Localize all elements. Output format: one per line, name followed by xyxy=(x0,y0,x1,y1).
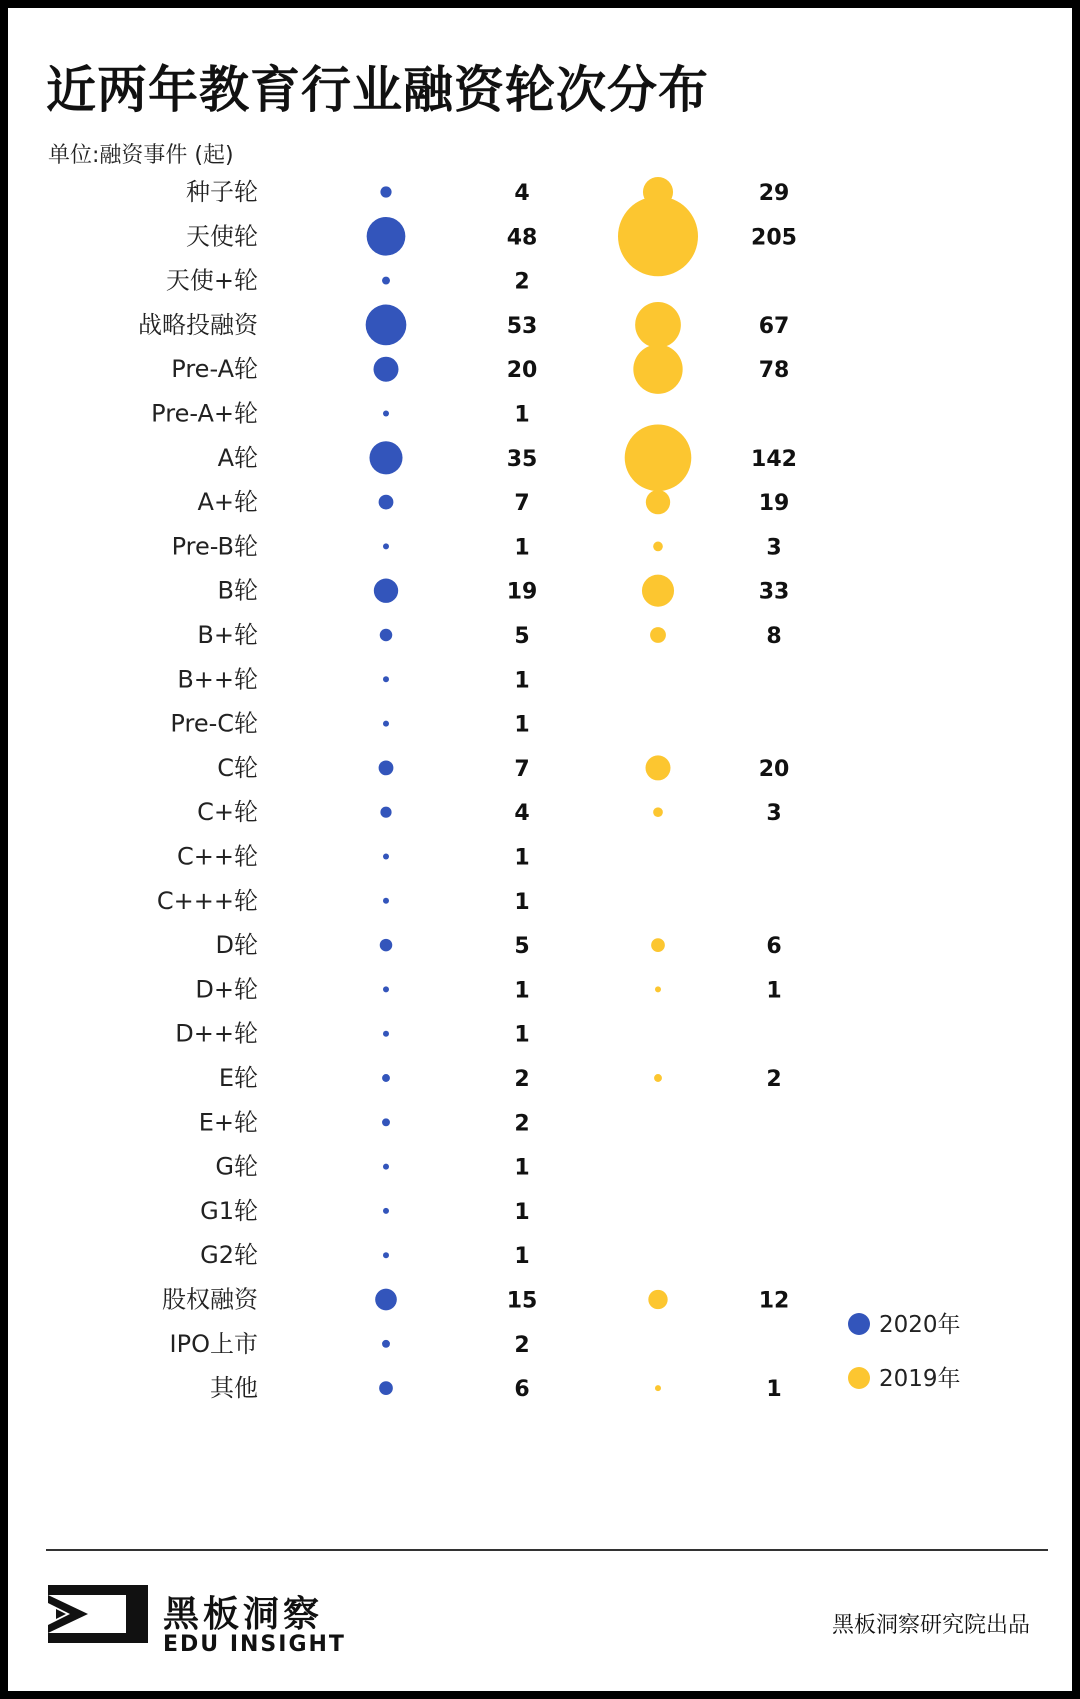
category-label: D++轮 xyxy=(175,1019,258,1048)
value-label-2019: 67 xyxy=(758,313,790,339)
value-label-2020: 1 xyxy=(514,1199,530,1225)
value-label-2020: 4 xyxy=(514,801,530,827)
bubble-2019 xyxy=(646,755,671,780)
category-label: 股权融资 xyxy=(162,1285,258,1314)
value-label-2019: 12 xyxy=(758,1288,790,1314)
value-label-2020: 1 xyxy=(514,889,530,915)
value-label-2019: 33 xyxy=(758,579,790,605)
bubble-2020 xyxy=(383,898,389,904)
bubble-2020 xyxy=(382,1074,390,1082)
value-label-2019: 1 xyxy=(766,978,782,1004)
value-label-2020: 4 xyxy=(514,181,530,206)
legend-label-2019: 2019年 xyxy=(879,1366,961,1392)
value-label-2020: 1 xyxy=(514,1244,530,1270)
bubble-2020 xyxy=(383,1208,389,1214)
value-label-2019: 205 xyxy=(751,225,797,251)
bubble-2020 xyxy=(383,1252,389,1258)
value-label-2020: 5 xyxy=(514,934,530,960)
category-label: 天使+轮 xyxy=(165,266,258,295)
bubble-2019 xyxy=(650,627,666,643)
category-label: Pre-A+轮 xyxy=(151,399,258,428)
value-label-2020: 2 xyxy=(514,1111,530,1137)
value-label-2020: 48 xyxy=(506,225,538,251)
value-label-2020: 1 xyxy=(514,1155,530,1181)
value-label-2019: 142 xyxy=(751,446,797,472)
category-label: A+轮 xyxy=(197,488,258,517)
bubble-2020 xyxy=(382,1118,390,1126)
bubble-2020 xyxy=(375,1289,397,1311)
bubble-2020 xyxy=(383,543,389,549)
category-label: 种子轮 xyxy=(186,178,258,206)
category-label: 其他 xyxy=(210,1374,258,1403)
category-label: Pre-C轮 xyxy=(170,709,258,738)
value-label-2020: 15 xyxy=(506,1288,538,1314)
bubble-2019 xyxy=(618,196,698,276)
bubble-2019 xyxy=(633,345,682,394)
category-label: Pre-B轮 xyxy=(171,532,258,561)
value-label-2020: 1 xyxy=(514,1022,530,1048)
value-label-2020: 1 xyxy=(514,712,530,738)
category-label: D轮 xyxy=(215,931,258,960)
chart-card xyxy=(8,8,1072,1691)
category-label: 天使轮 xyxy=(186,222,258,251)
value-label-2020: 1 xyxy=(514,978,530,1004)
footer-divider xyxy=(46,1549,1048,1551)
value-label-2020: 5 xyxy=(514,624,530,649)
bubble-2020 xyxy=(383,1164,389,1170)
category-label: E+轮 xyxy=(198,1108,258,1137)
category-label: 战略投融资 xyxy=(138,310,258,339)
bubble-2019 xyxy=(642,575,674,607)
bubble-chart xyxy=(8,8,1072,1548)
bubble-2019 xyxy=(635,302,681,348)
value-label-2020: 19 xyxy=(506,579,538,605)
category-label: G轮 xyxy=(215,1152,258,1181)
value-label-2019: 8 xyxy=(766,624,782,649)
value-label-2019: 3 xyxy=(766,535,782,561)
edu-insight-logo-icon xyxy=(48,1583,148,1645)
bubble-2019 xyxy=(653,807,663,817)
category-label: IPO上市 xyxy=(169,1329,258,1358)
chart-title: 近两年教育行业融资轮次分布 xyxy=(46,61,709,119)
bubble-2020 xyxy=(374,579,398,603)
bubble-2019 xyxy=(655,1385,661,1391)
bubble-2019 xyxy=(646,490,670,514)
category-label: G1轮 xyxy=(200,1196,258,1225)
category-label: E轮 xyxy=(218,1064,258,1092)
bubble-2019 xyxy=(648,1290,667,1309)
value-label-2020: 35 xyxy=(506,446,538,472)
bubble-2020 xyxy=(383,721,389,727)
value-label-2020: 7 xyxy=(514,756,530,782)
legend-label-2020: 2020年 xyxy=(879,1312,961,1338)
bubble-2020 xyxy=(369,441,402,474)
bubble-2019 xyxy=(653,542,663,552)
brand-name-cn: 黑板洞察 xyxy=(163,1594,324,1635)
bubble-2020 xyxy=(379,1381,393,1395)
value-label-2019: 29 xyxy=(758,181,790,206)
category-label: C轮 xyxy=(217,753,258,782)
value-label-2019: 20 xyxy=(758,756,790,782)
bubble-2020 xyxy=(380,939,392,951)
value-label-2020: 1 xyxy=(514,845,530,871)
value-label-2019: 2 xyxy=(766,1067,782,1092)
value-label-2020: 1 xyxy=(514,668,530,694)
value-label-2019: 1 xyxy=(766,1377,782,1403)
category-label: C+++轮 xyxy=(156,886,258,915)
bubble-2020 xyxy=(382,277,390,285)
value-label-2020: 1 xyxy=(514,402,530,428)
category-label: C+轮 xyxy=(197,798,258,827)
bubble-2020 xyxy=(383,676,389,682)
bubble-2020 xyxy=(374,357,399,382)
bubble-2020 xyxy=(366,305,407,346)
bubble-2020 xyxy=(379,761,394,776)
category-label: B+轮 xyxy=(197,621,258,649)
value-label-2020: 53 xyxy=(506,313,538,339)
value-label-2019: 3 xyxy=(766,801,782,827)
brand-name-en: EDU INSIGHT xyxy=(163,1632,346,1657)
value-label-2020: 20 xyxy=(506,358,538,384)
bubble-2020 xyxy=(380,629,392,641)
value-label-2020: 6 xyxy=(514,1377,530,1403)
bubble-2019 xyxy=(651,938,665,952)
value-label-2020: 1 xyxy=(514,535,530,561)
category-label: B轮 xyxy=(217,576,258,605)
bubble-2020 xyxy=(383,986,389,992)
legend-marker-2019 xyxy=(848,1367,870,1389)
value-label-2020: 7 xyxy=(514,491,530,517)
bubble-2020 xyxy=(383,1031,389,1037)
category-label: A轮 xyxy=(217,443,258,472)
category-label: B++轮 xyxy=(177,665,258,694)
value-label-2019: 19 xyxy=(758,491,790,517)
bubble-2020 xyxy=(367,217,406,256)
value-label-2020: 2 xyxy=(514,269,530,295)
bubble-2020 xyxy=(379,495,394,510)
bubble-2019 xyxy=(625,425,692,492)
unit-label: 单位:融资事件 (起) xyxy=(48,143,234,168)
category-label: G2轮 xyxy=(200,1241,258,1270)
bubble-2019 xyxy=(655,986,661,992)
value-label-2020: 2 xyxy=(514,1332,530,1358)
value-label-2019: 6 xyxy=(766,934,782,960)
category-label: D+轮 xyxy=(195,975,258,1004)
category-label: Pre-A轮 xyxy=(171,355,258,384)
bubble-2020 xyxy=(382,1340,390,1348)
bubble-2020 xyxy=(383,854,389,860)
value-label-2020: 2 xyxy=(514,1067,530,1092)
bubble-2020 xyxy=(380,186,391,197)
bubble-2020 xyxy=(383,411,389,417)
category-label: C++轮 xyxy=(177,842,258,871)
value-label-2019: 78 xyxy=(758,358,790,384)
bubble-2019 xyxy=(654,1074,662,1082)
credit-text: 黑板洞察研究院出品 xyxy=(831,1613,1030,1638)
legend-marker-2020 xyxy=(848,1313,870,1335)
bubble-2020 xyxy=(380,807,391,818)
